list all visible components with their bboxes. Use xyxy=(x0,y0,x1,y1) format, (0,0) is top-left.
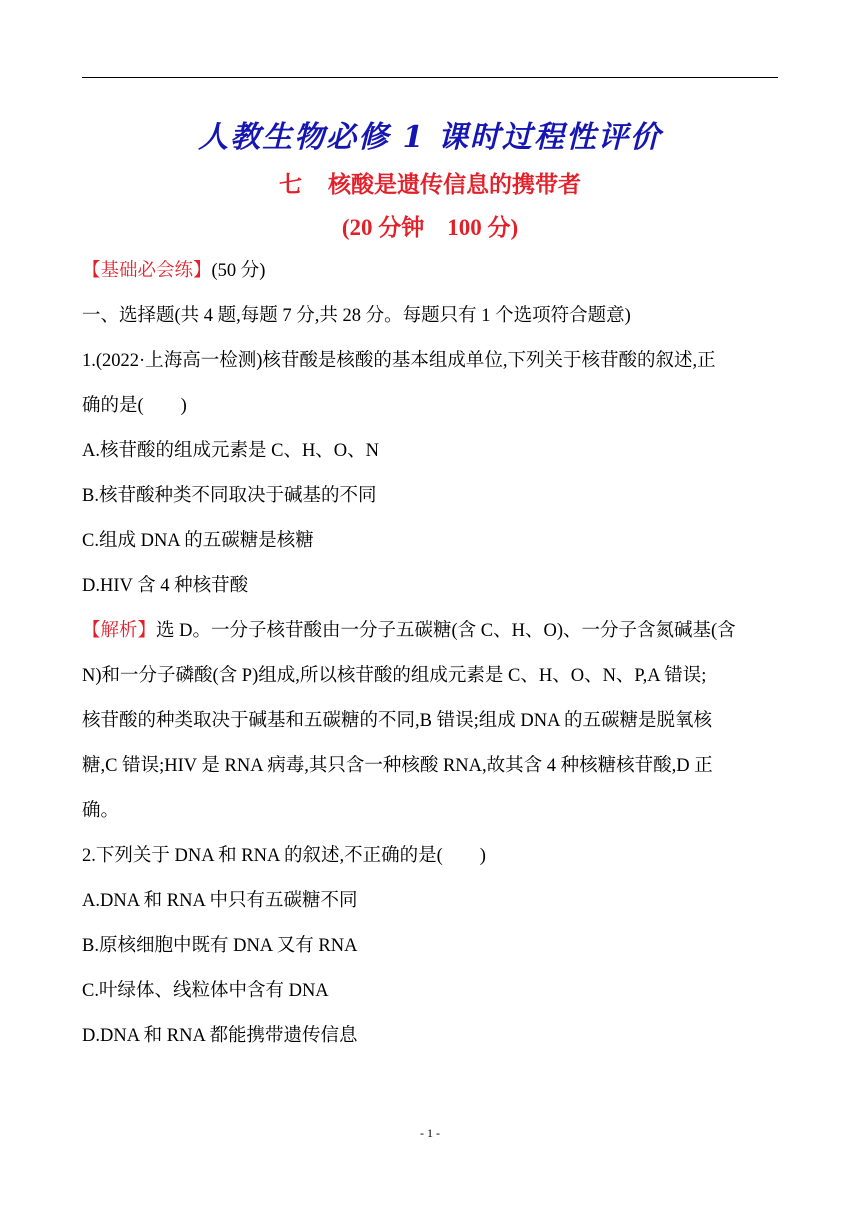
page-number: - 1 - xyxy=(420,1126,440,1140)
q2-option-a: A.DNA 和 RNA 中只有五碳糖不同 xyxy=(82,891,358,911)
section-instructions: 一、选择题(共 4 题,每题 7 分,共 28 分。每题只有 1 个选项符合题意) xyxy=(82,306,631,326)
q2-stem: 2.下列关于 DNA 和 RNA 的叙述,不正确的是( ) xyxy=(82,846,486,866)
chapter-heading xyxy=(0,166,860,199)
analysis-text: 选 D。一分子核苷酸由一分子五碳糖(含 C、H、O)、一分子含氮碱基(含 xyxy=(156,621,736,641)
q2-option-c: C.叶绿体、线粒体中含有 DNA xyxy=(82,981,329,1001)
q1-analysis-line-1 xyxy=(82,619,736,643)
q1-stem-line-1: 1.(2022·上海高一检测)核苷酸是核酸的基本组成单位,下列关于核苷酸的叙述,正 xyxy=(82,351,716,371)
q1-option-b: B.核苷酸种类不同取决于碱基的不同 xyxy=(82,486,377,506)
section-points: (50 分) xyxy=(211,261,266,281)
document-title: 人教生物必修 1 课时过程性评价 xyxy=(198,120,662,155)
time-score-info: (20 分钟 100 分) xyxy=(341,215,519,240)
q1-analysis-line-2: N)和一分子磷酸(含 P)组成,所以核苷酸的组成元素是 C、H、O、N、P,A 错误; xyxy=(82,666,707,686)
header-rule xyxy=(82,77,778,78)
section-heading xyxy=(82,259,265,283)
q1-stem-line-2: 确的是( ) xyxy=(82,396,187,416)
analysis-label: 【解析】 xyxy=(82,621,157,641)
q2-option-b: B.原核细胞中既有 DNA 又有 RNA xyxy=(82,936,358,956)
q1-option-d: D.HIV 含 4 种核苷酸 xyxy=(82,576,249,596)
q1-analysis-line-4: 糖,C 错误;HIV 是 RNA 病毒,其只含一种核酸 RNA,故其含 4 种核糖核苷酸,D 正 xyxy=(82,756,713,776)
q1-option-c: C.组成 DNA 的五碳糖是核糖 xyxy=(82,531,314,551)
chapter-number: 七 xyxy=(279,172,302,198)
section-label: 【基础必会练】 xyxy=(82,261,212,281)
chapter-title: 核酸是遗传信息的携带者 xyxy=(328,172,581,198)
q1-analysis-line-5: 确。 xyxy=(82,801,120,821)
q1-analysis-line-3: 核苷酸的种类取决于碱基和五碳糖的不同,B 错误;组成 DNA 的五碳糖是脱氧核 xyxy=(82,711,713,731)
q2-option-d: D.DNA 和 RNA 都能携带遗传信息 xyxy=(82,1026,358,1046)
q1-option-a: A.核苷酸的组成元素是 C、H、O、N xyxy=(82,441,380,461)
